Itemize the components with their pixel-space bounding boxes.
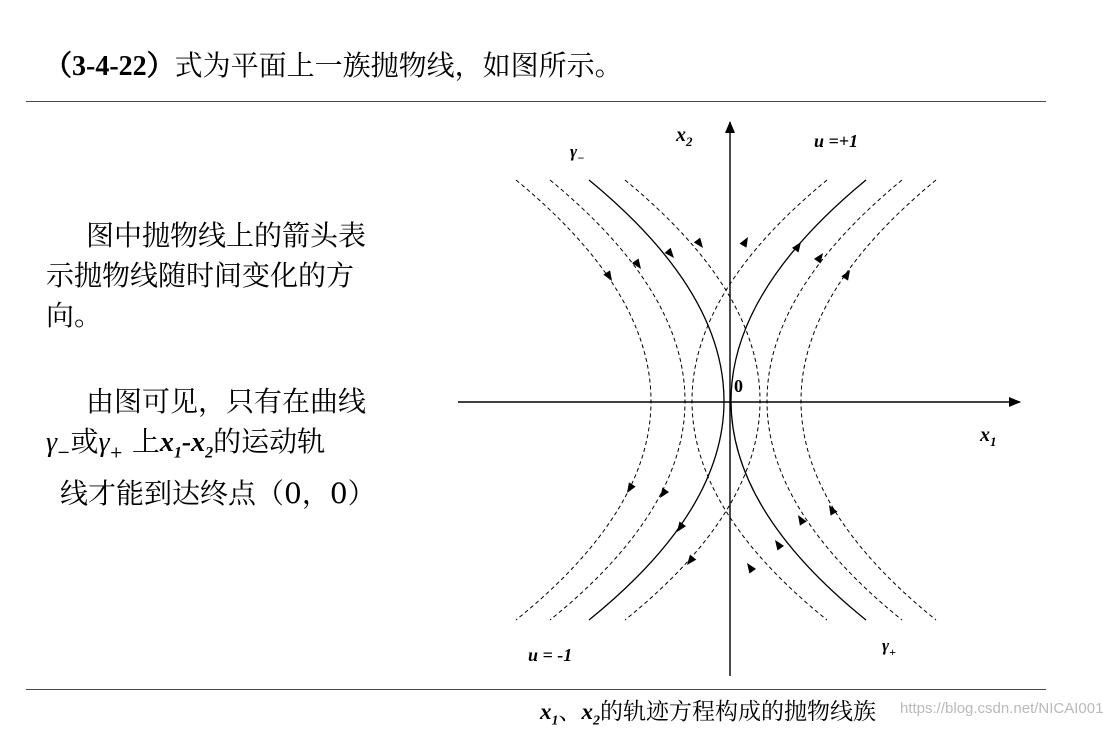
dash-symbol: -: [181, 427, 192, 458]
para1-line3: 向。: [46, 299, 103, 332]
upper-text: 上: [122, 425, 160, 458]
para2-line2-tail: 的运动轨: [213, 425, 326, 458]
gamma-plus-symbol: γ: [98, 427, 110, 458]
x2-symbol: x: [191, 427, 206, 458]
x2-subscript: 2: [205, 444, 214, 462]
direction-arrow: [740, 235, 752, 248]
direction-arrow: [826, 503, 838, 516]
para1-line2: 示抛物线随时间变化的方: [46, 259, 355, 292]
origin-label: 0: [734, 376, 743, 396]
heading-text: 式为平面上一族抛物线，如图所示。: [174, 49, 623, 82]
gamma-minus-label: $\gamma_-$: [570, 142, 585, 165]
or-text: 或: [70, 425, 99, 458]
direction-arrow: [814, 251, 826, 264]
direction-arrow: [795, 513, 807, 526]
gamma-plus-label: $\gamma_+$: [882, 636, 896, 659]
caption-x1-sub: 1: [551, 713, 559, 729]
para1-line1: 图中抛物线上的箭头表: [86, 219, 367, 252]
para2-line3: 线才能到达终点（0，0）: [60, 476, 376, 510]
direction-arrow: [772, 538, 784, 551]
trajectory-gamma-minus-curve: [589, 180, 724, 620]
direction-arrow: [744, 561, 756, 574]
bottom-divider: [26, 689, 1046, 690]
trajectory-left-dashed-outer: [516, 180, 651, 620]
x1-axis-label: $x_1$: [980, 424, 997, 449]
watermark: https://blog.csdn.net/NICAI001: [900, 700, 1103, 717]
direction-arrow: [841, 268, 853, 281]
direction-arrow: [657, 488, 669, 501]
caption-separator: 、: [558, 699, 582, 725]
gamma-minus-symbol: γ: [46, 427, 58, 458]
caption-text: 的轨迹方程构成的抛物线族: [600, 699, 876, 725]
caption-x1: x: [540, 699, 552, 724]
caption-x2-sub: 2: [593, 713, 600, 729]
equation-reference: （3-4-22）: [44, 51, 175, 82]
trajectory-right-dashed-mid: [767, 180, 902, 620]
caption-x2: x: [581, 699, 593, 724]
trajectory-left-dashed-mid: [550, 180, 685, 620]
u-minus-label: u = -1: [528, 645, 573, 665]
direction-arrow: [624, 482, 636, 495]
u-plus-label: u =+1: [814, 131, 859, 151]
para2-line1: 由图可见，只有在曲线: [86, 385, 367, 418]
x2-axis-label: $x_2$: [676, 124, 693, 149]
x1-symbol: x: [159, 427, 174, 458]
direction-arrow: [665, 248, 678, 261]
direction-arrow: [684, 555, 696, 568]
gamma-plus-subscript: +: [109, 442, 123, 462]
x1-subscript: 1: [173, 444, 182, 462]
gamma-minus-subscript: −: [57, 442, 71, 462]
figure-caption: [540, 693, 876, 730]
trajectory-right-dashed-outer: [801, 180, 936, 620]
